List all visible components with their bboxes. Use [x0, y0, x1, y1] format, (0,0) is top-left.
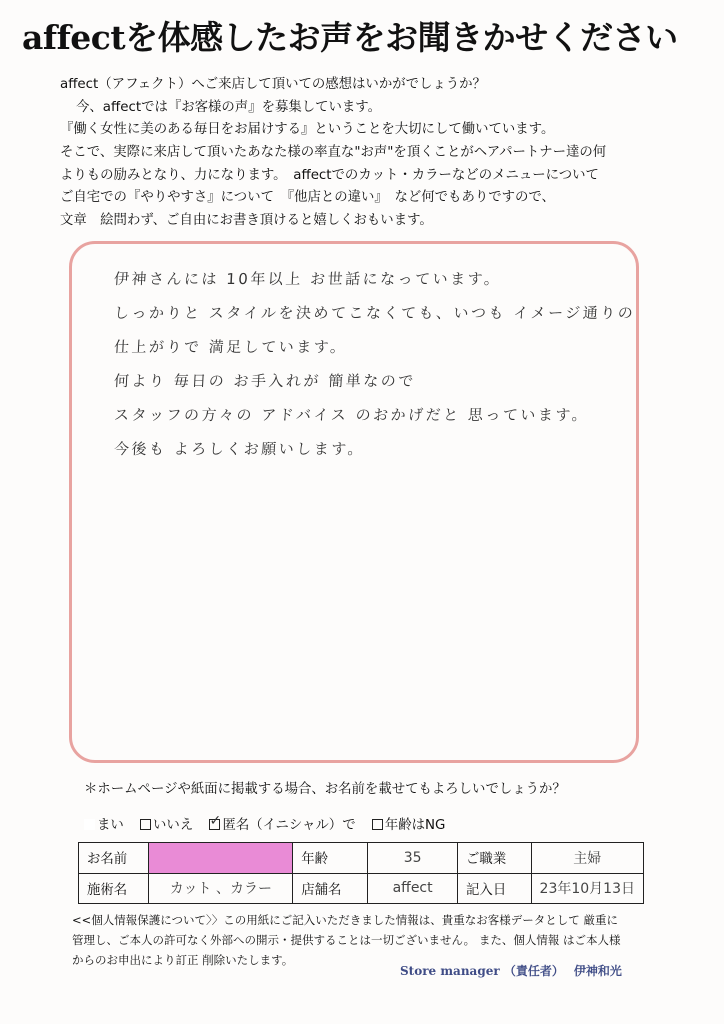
message-line: 何より 毎日の お手入れが 簡単なので: [113, 372, 417, 390]
message-line: スタッフの方々の アドバイス のおかげだと 思っています。: [113, 406, 590, 424]
handwritten-message: [113, 262, 636, 466]
checkbox-no[interactable]: [140, 819, 151, 830]
option-anonymous-label: 匿名（イニシャル）で: [222, 818, 356, 833]
option-age-ng[interactable]: [372, 814, 446, 833]
option-anonymous[interactable]: [209, 814, 355, 833]
store-manager-signature: [400, 962, 632, 979]
option-no[interactable]: [140, 814, 193, 833]
notice-line: からのお申出により訂正 削除いたします。: [72, 953, 294, 967]
manager-name: 伊神和光: [573, 964, 622, 978]
message-box: [69, 241, 639, 763]
option-no-label: いいえ: [153, 818, 194, 833]
date-label: 記入日: [458, 873, 532, 904]
checkbox-age-ng[interactable]: [372, 819, 383, 830]
intro-line: よりもの励みとなり、力になります。 affectでのカット・カラーなどのメニューについて: [60, 167, 599, 183]
checkmark-icon: ✓: [209, 813, 222, 829]
notice-line: <<個人情報保護について〉〉この用紙にご記入いただきました情報は、貴重なお客様データとして 厳重に: [72, 913, 618, 927]
intro-line: 『働く女性に美のある毎日をお届けする』ということを大切にして働いています。: [60, 122, 555, 138]
table-row: [79, 873, 644, 904]
publish-options: [84, 814, 457, 833]
checkbox-yes[interactable]: [84, 819, 95, 830]
store-label: 店舗名: [293, 873, 368, 904]
job-value: 主婦: [531, 843, 643, 874]
intro-line: 今、affectでは『お客様の声』を募集しています。: [76, 99, 382, 115]
option-yes[interactable]: [84, 814, 124, 833]
publish-question: ＊ホームページや紙面に掲載する場合、お名前を載せてもよろしいでしょうか？: [84, 782, 566, 797]
intro-line: affect（アフェクト）へご来店して頂いての感想はいかがでしょうか？: [60, 77, 486, 92]
date-value: 23年10月13日: [531, 873, 643, 904]
option-age-ng-label: 年齢はNG: [384, 818, 446, 833]
intro-line: そこで、実際に来店して頂いたあなた様の率直な"お声"を頂くことがヘアパートナー達の何: [60, 145, 607, 161]
age-value: 35: [368, 843, 458, 874]
page-title: affectを体感したお声をお聞きかせください: [22, 18, 678, 57]
notice-line: 管理し、ご本人の許可なく外部への開示・提供することは一切ございません。 また、個人情報 はご本人様: [72, 933, 621, 947]
treatment-value: カット 、カラー: [149, 873, 293, 904]
intro-line: 文章 絵問わず、ご自由にお書き頂けると嬉しくおもいます。: [60, 213, 433, 229]
message-line: しっかりと スタイルを決めてこなくても、いつも イメージ通りの: [113, 304, 636, 322]
job-label: ご職業: [458, 843, 532, 874]
treatment-label: 施術名: [79, 873, 149, 904]
option-yes-label: まい: [97, 818, 124, 833]
message-line: 仕上がりで 満足しています。: [113, 338, 349, 356]
manager-label: Store manager （責任者）: [400, 964, 564, 978]
message-line: 伊神さんには 10年以上 お世話になっています。: [113, 270, 502, 288]
intro-text: [60, 74, 700, 233]
store-value: affect: [368, 873, 458, 904]
checkbox-anonymous[interactable]: [209, 813, 222, 830]
table-row: [79, 843, 644, 874]
age-label: 年齢: [293, 843, 368, 874]
message-line: 今後も よろしくお願いします。: [113, 440, 366, 458]
intro-line: ご自宅での『やりやすさ』について 『他店との違い』 など何でもありですので、: [60, 190, 555, 206]
name-field-redacted: [149, 843, 293, 874]
privacy-notice: [72, 910, 712, 970]
customer-info-table: [78, 842, 644, 904]
name-label: お名前: [79, 843, 149, 874]
